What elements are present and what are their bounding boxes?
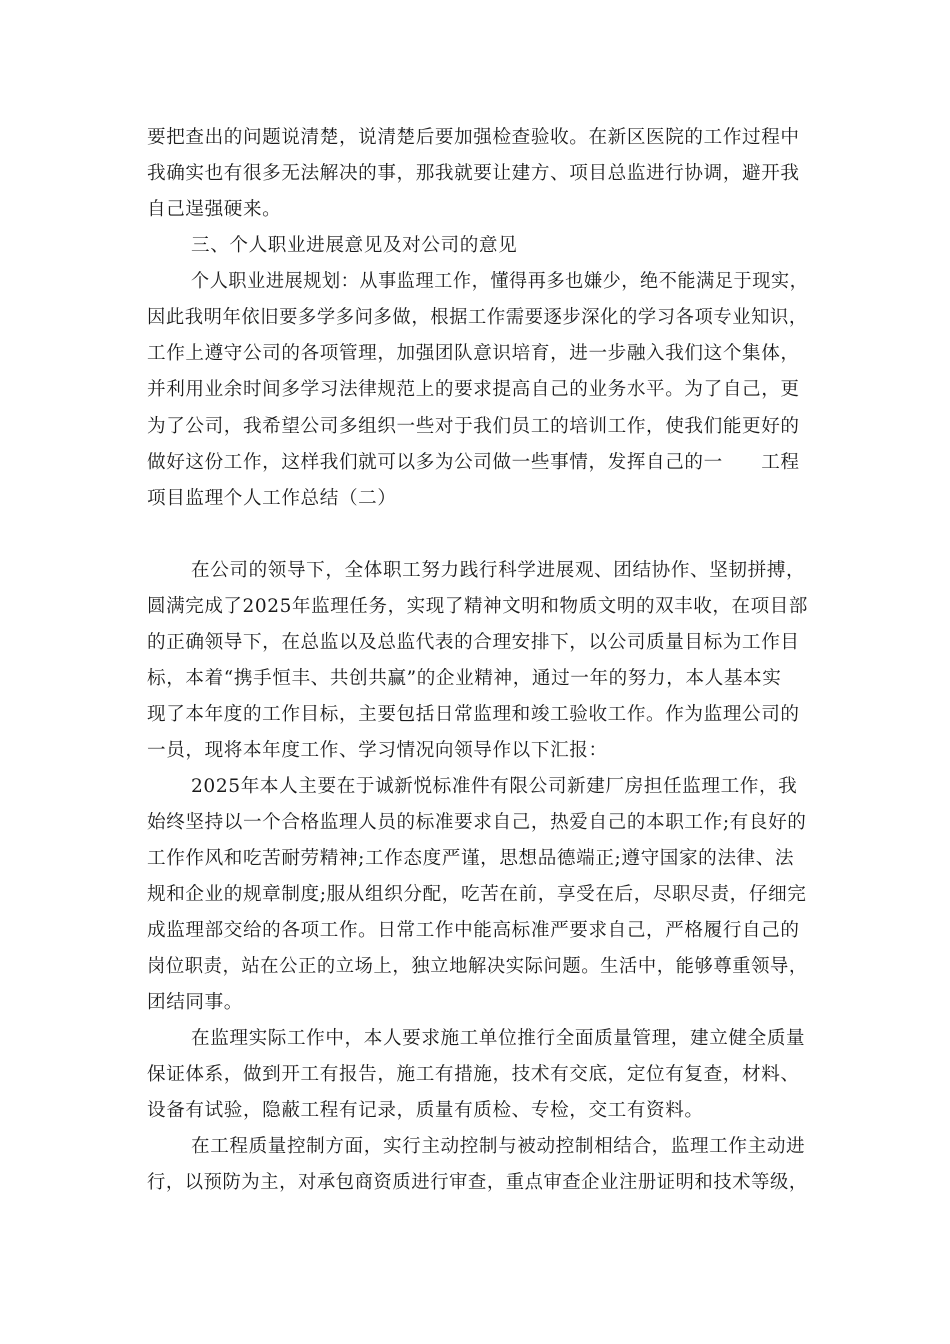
text-line: 因此我明年依旧要多学多问多做，根据工作需要逐步深化的学习各项专业知识，: [147, 307, 808, 328]
text-line: 行，以预防为主，对承包商资质进行审查，重点审查企业注册证明和技术等级，: [147, 1172, 808, 1193]
text-line: 的正确领导下，在总监以及总监代表的合理安排下，以公司质量目标为工作目: [147, 632, 800, 653]
text-line: 做好这份工作，这样我们就可以多为公司做一些事情，发挥自己的一 工程: [147, 452, 800, 473]
text-line: 成监理部交给的各项工作。日常工作中能高标准严要求自己，严格履行自己的: [147, 920, 800, 941]
text-line: 个人职业进展规划：从事监理工作，懂得再多也嫌少，绝不能满足于现实，: [191, 271, 809, 292]
text-line: 现了本年度的工作目标，主要包括日常监理和竣工验收工作。作为监理公司的: [147, 704, 800, 725]
text-line: 为了公司，我希望公司多组织一些对于我们员工的培训工作，使我们能更好的: [147, 416, 800, 437]
text-line: 2025年本人主要在于诚新悦标准件有限公司新建厂房担任监理工作，我: [191, 776, 798, 797]
text-line: 我确实也有很多无法解决的事，那我就要让建方、项目总监进行协调，避开我: [147, 163, 800, 184]
text-line: 始终坚持以一个合格监理人员的标准要求自己，热爱自己的本职工作;有良好的: [147, 812, 807, 833]
text-line: 工作上遵守公司的各项管理，加强团队意识培育，进一步融入我们这个集体，: [147, 343, 800, 364]
text-line: 自己逞强硬来。: [147, 199, 282, 220]
text-line: 在公司的领导下，全体职工努力践行科学进展观、团结协作、坚韧拼搏，: [191, 560, 806, 581]
text-line: 岗位职责，站在公正的立场上，独立地解决实际问题。生活中，能够尊重领导，: [147, 956, 808, 977]
text-line: 并利用业余时间多学习法律规范上的要求提高自己的业务水平。为了自己，更: [147, 379, 800, 400]
document-title: 项目监理个人工作总结（二）: [147, 488, 397, 509]
text-line: 要把查出的问题说清楚，说清楚后要加强检查验收。在新区医院的工作过程中: [147, 127, 800, 148]
text-line: 设备有试验，隐蔽工程有记录，质量有质检、专检，交工有资料。: [147, 1100, 704, 1121]
text-line: 保证体系，做到开工有报告，施工有措施，技术有交底，定位有复查，材料、: [147, 1064, 800, 1085]
text-line: 圆满完成了2025年监理任务，实现了精神文明和物质文明的双丰收，在项目部: [147, 596, 808, 617]
section-heading: 三、个人职业进展意见及对公司的意见: [191, 235, 518, 256]
text-line: 团结同事。: [147, 992, 243, 1013]
text-line: 工作作风和吃苦耐劳精神;工作态度严谨，思想品德端正;遵守国家的法律、法: [147, 848, 795, 869]
text-line: 在工程质量控制方面，实行主动控制与被动控制相结合，监理工作主动进: [191, 1136, 806, 1157]
text-line: 一员，现将本年度工作、学习情况向领导作以下汇报：: [147, 740, 608, 761]
text-line: 在监理实际工作中，本人要求施工单位推行全面质量管理，建立健全质量: [191, 1028, 806, 1049]
text-line: 标，本着“携手恒丰、共创共赢”的企业精神，通过一年的努力，本人基本实: [147, 668, 782, 689]
text-line: 规和企业的规章制度;服从组织分配，吃苦在前，享受在后，尽职尽责，仔细完: [147, 884, 807, 905]
